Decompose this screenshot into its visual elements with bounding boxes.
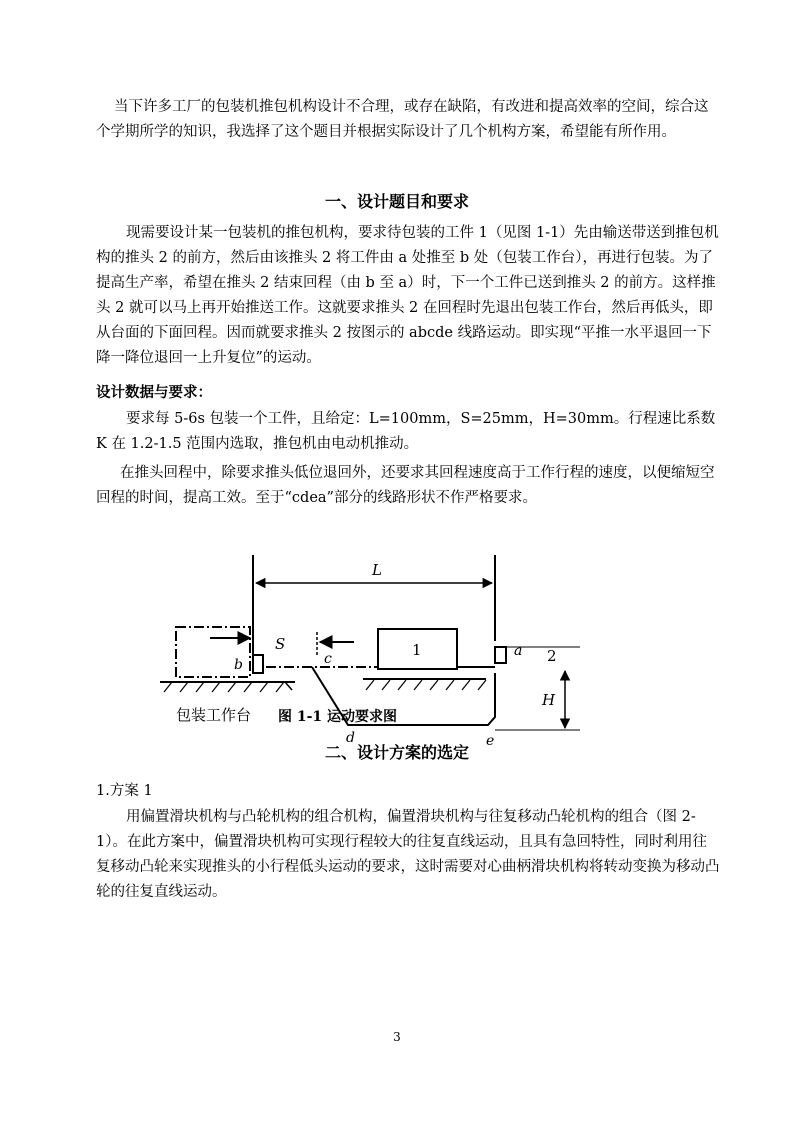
label-e: e xyxy=(486,733,495,749)
label-H: H xyxy=(542,691,556,709)
label-2: 2 xyxy=(547,647,557,665)
intro-paragraph: 当下许多工厂的包装机推包机构设计不合理，或存在缺陷，有改进和提高效率的空间，综合这个学期所学的知识，我选择了这个题目并根据实际设计了几个机构方案，希望能有所作用。 xyxy=(96,99,709,140)
design-data-paragraph-2: 在推头回程中，除要求推头低位退回外，还要求其回程速度高于工作行程的速度，以便缩短空回程的时间，提高工效。至于“cdea”部分的线路形状不作严格要求。 xyxy=(96,465,715,506)
label-1: 1 xyxy=(412,641,422,659)
scheme-1-paragraph: 用偏置滑块机构与凸轮机构的组合机构，偏置滑块机构与往复移动凸轮机构的组合（图 2-1）。在此方案中，偏置滑块机构可实现行程较大的往复直线运动，且具有急回特性，同时利用往复移动凸轮来实现推头的小行程低头运动的要求，这时需要对心曲柄滑块机构将转动变换为移动凸轮的往复直线运动。 xyxy=(96,809,720,900)
platform-edge xyxy=(285,682,292,690)
requirement-paragraph: 现需要设计某一包装机的推包机构，要求待包装的工件 1（见图 1-1）先由输送带送到推包机构的推头 2 的前方，然后由该推头 2 将工件由 a 处推至 b 处（包装工作台），再进行包装。为了提高生产率，希望在推头 2 结束回程（由 b 至 a）时，下一个工件已送到推头 2 的前方。这样推头 2 就可以马上再开始推送工作。这就要求推头 2 在回程时先退出包装工作台，然后再低头，即从台面的下面回程。因而就要求推头 2 按图示的 abcde 线路运动。即实现“平推一水平退回一下降一降位退回一上升复位”的运动。 xyxy=(96,225,719,366)
label-c: c xyxy=(324,651,332,667)
pusher-at-a xyxy=(495,647,506,663)
pusher-at-b xyxy=(253,655,263,673)
conveyor-hatch xyxy=(366,680,486,690)
design-data-heading: 设计数据与要求： xyxy=(96,385,212,401)
label-S: S xyxy=(275,635,286,653)
label-a: a xyxy=(514,643,523,659)
section-heading-2: 二、设计方案的选定 xyxy=(324,743,469,762)
figure-caption: 图 1-1 运动要求图 xyxy=(278,709,398,725)
conveyor-base xyxy=(363,678,486,680)
section-heading-1: 一、设计题目和要求 xyxy=(324,192,469,211)
page-number: 3 xyxy=(393,1030,401,1044)
motion-requirement-figure xyxy=(150,545,600,755)
scheme-1-heading: 1.方案 1 xyxy=(96,783,153,799)
platform-hatch xyxy=(164,682,284,692)
design-data-paragraph-1: 要求每 5-6s 包装一个工件，且给定：L=100mm，S=25mm，H=30mm。行程速比系数 K 在 1.2-1.5 范围内选取，推包机由电动机推动。 xyxy=(96,411,716,452)
label-d: d xyxy=(346,730,355,746)
label-L: L xyxy=(372,561,382,579)
platform-label: 包装工作台 xyxy=(176,706,252,724)
label-b: b xyxy=(234,657,243,673)
